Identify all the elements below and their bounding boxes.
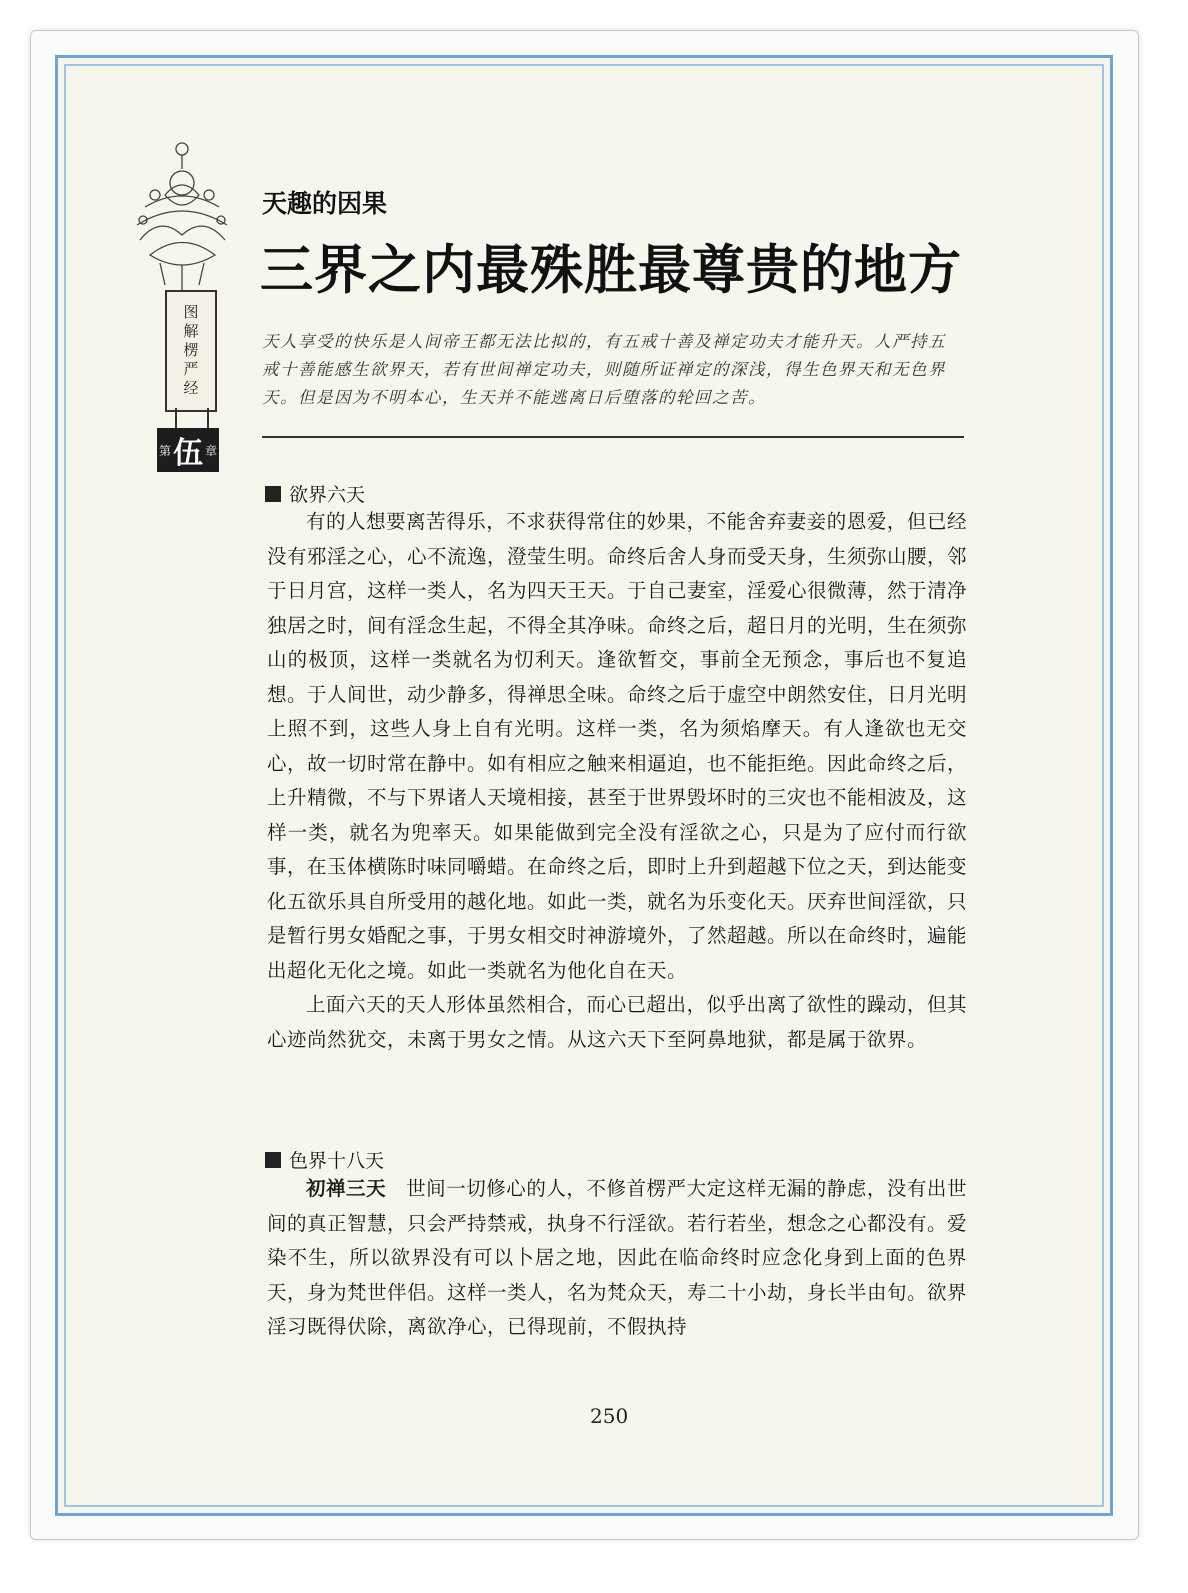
intro-paragraph: 天人享受的快乐是人间帝王都无法比拟的，有五戒十善及禅定功夫才能升天。人严持五戒十善能感生欲界天，若有世间禅定功夫，则随所证禅定的深浅，得生色界天和无色界天。但是因为不明本心，生天并不能逃离日后堕落的轮回之苦。 [262,332,946,407]
section-heading-text: 欲界六天 [289,484,366,506]
chapter-prefix: 第 [158,443,171,458]
book-label: 图解楞严经 [181,303,200,399]
chapter-label [157,428,219,472]
page-number: 250 [590,1404,629,1428]
page-title: 三界之内最殊胜最尊贵的地方 [260,239,962,301]
body-paragraph: 上面六天的天人形体虽然相合，而心已超出，似乎出离了欲性的躁动，但其心迹尚然犹交，未离于男女之情。从这六天下至阿鼻地狱，都是属于欲界。 [267,993,967,1051]
book-title-tab [165,290,217,412]
section-heading-desire-realm [265,480,365,507]
chapter-suffix: 章 [205,443,218,458]
section-body-form-realm [267,1172,967,1345]
body-paragraph: 有的人想要离苦得乐，不求获得常住的妙果，不能舍弃妻妾的恩爱，但已经没有邪淫之心，心不流逸，澄莹生明。命终后舍人身而受天身，生须弥山腰，邻于日月宫，这样一类人，名为四天王天。于自己妻室，淫爱心很微薄，然于清净独居之时，间有淫念生起，不得全其净味。命终之后，超日月的光明，生在须弥山的极顶，这样一类就名为忉利天。逢欲暂交，事前全无预念，事后也不复追想。于人间世，动少静多，得禅思全味。命终之后于虚空中朗然安住，日月光明上照不到，这些人身上自有光明。这样一类，名为须焰摩天。有人逢欲也无交心，故一切时常在静中。如有相应之触来相逼迫，也不能拒绝。因此命终之后，上升精微，不与下界诸人天境相接，甚至于世界毁坏时的三灾也不能相波及，这样一类，就名为兜率天。如果能做到完全没有淫欲之心，只是为了应付而行欲事，在玉体横陈时味同嚼蜡。在命终之后，即时上升到超越下位之天，到达能变化五欲乐具自所受用的越化地。如此一类，就名为乐变化天。厌弃世间淫欲，只是暂行男女婚配之事，于男女相交时神游境外，了然超越。所以在命终时，遍能出超化无化之境。如此一类就名为他化自在天。 [267,510,968,982]
chapter-number: 伍 [173,436,203,471]
section-heading-form-realm [265,1146,384,1173]
paragraph-lead: 初禅三天 [306,1177,387,1200]
divider [262,436,964,438]
section-heading-text: 色界十八天 [289,1150,385,1172]
square-bullet-icon [265,486,281,502]
square-bullet-icon [265,1152,281,1168]
paragraph-text: 世间一切修心的人，不修首楞严大定这样无漏的静虑，没有出世间的真正智慧，只会严持禁戒，执身不行淫欲。若行若坐，想念之心都没有。爱染不生，所以欲界没有可以卜居之地，因此在临命终时应念化身到上面的色界天，身为梵世伴侣。这样一类人，名为梵众天，寿二十小劫，身长半由旬。欲界淫习既得伏除，离欲净心，已得现前，不假执持 [267,1177,968,1338]
body-paragraph [267,1172,967,1345]
section-body-desire-realm [267,505,967,1057]
section-subtitle: 天趣的因果 [262,189,388,218]
book-tab-spine [175,408,209,430]
lotus-ornament-icon [125,135,240,295]
